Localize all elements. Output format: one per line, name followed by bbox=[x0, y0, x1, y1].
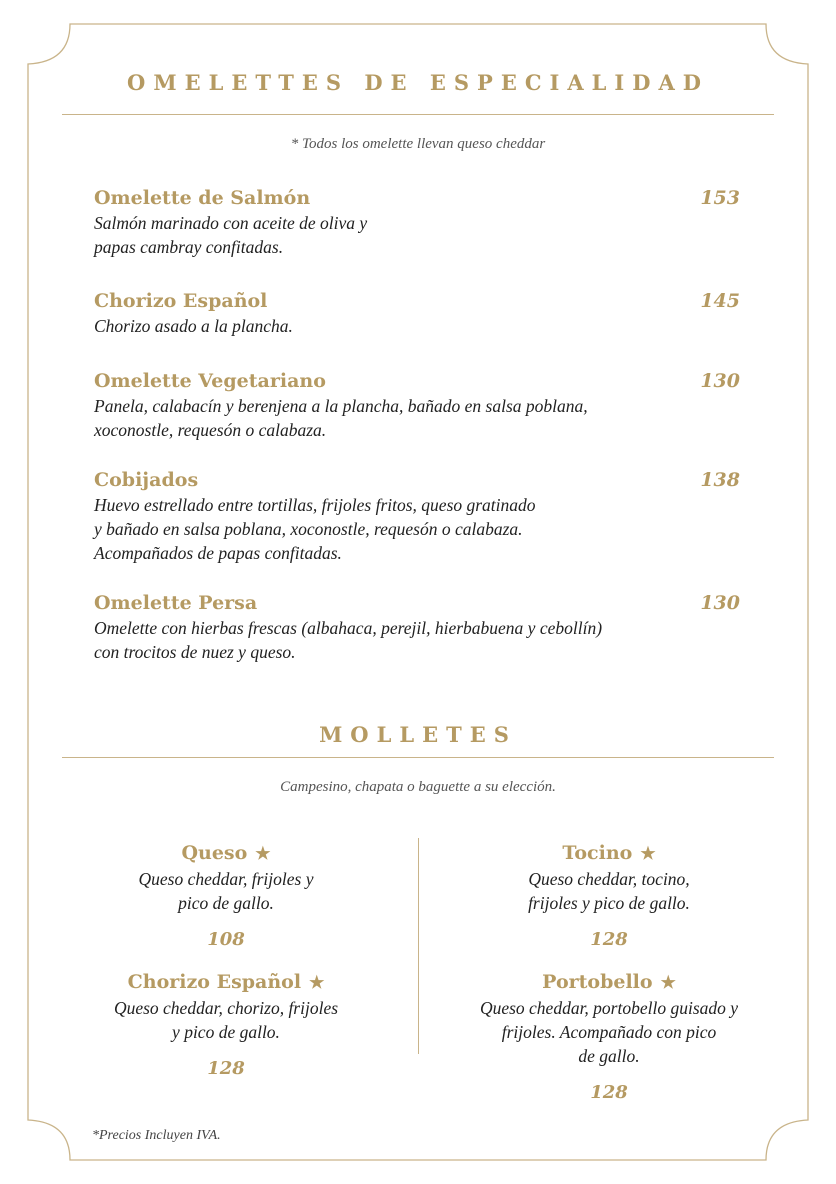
item-price: 130 bbox=[700, 370, 740, 392]
omelettes-divider bbox=[62, 114, 774, 115]
molletes-title: MOLLETES bbox=[319, 722, 517, 747]
item-price: 153 bbox=[700, 187, 740, 209]
star-icon: ★ bbox=[660, 973, 676, 993]
item-description: Omelette con hierbas frescas (albahaca, perejil, hierbabuena y cebollín) con trocitos de nuez y queso. bbox=[94, 618, 603, 662]
item-description: Chorizo asado a la plancha. bbox=[94, 316, 293, 336]
item-name: Cobijados bbox=[94, 469, 199, 491]
omelettes-title: OMELETTES DE ESPECIALIDAD bbox=[127, 70, 709, 95]
item-description: Queso cheddar, frijoles y pico de gallo. bbox=[138, 869, 314, 913]
molletes-divider bbox=[62, 757, 774, 758]
menu-item-chorizo-espanol bbox=[94, 288, 744, 338]
item-description: Panela, calabacín y berenjena a la plancha, bañado en salsa poblana, xoconostle, requesón o calabaza. bbox=[94, 396, 588, 440]
star-icon: ★ bbox=[309, 973, 325, 993]
mollete-item-tocino bbox=[456, 840, 762, 950]
item-price: 128 bbox=[590, 929, 628, 950]
item-description: Queso cheddar, portobello guisado y frijoles. Acompañado con pico de gallo. bbox=[479, 998, 739, 1066]
molletes-column-divider bbox=[418, 838, 419, 1054]
mollete-item-queso bbox=[80, 840, 372, 950]
item-name: Omelette de Salmón bbox=[94, 187, 311, 209]
item-price: 108 bbox=[207, 929, 245, 950]
item-price: 130 bbox=[700, 592, 740, 614]
item-price: 128 bbox=[590, 1082, 628, 1103]
mollete-item-chorizo-espanol bbox=[80, 969, 372, 1079]
item-name: Chorizo Español bbox=[127, 971, 302, 993]
menu-item-omelette-persa bbox=[94, 590, 744, 664]
item-price: 128 bbox=[207, 1058, 245, 1079]
menu-item-omelette-salmon bbox=[94, 185, 744, 259]
item-name: Omelette Vegetariano bbox=[94, 370, 326, 392]
item-description: Huevo estrellado entre tortillas, frijoles fritos, queso gratinado y bañado en salsa poblana, xoconostle, requesón o calabaza. Acompañados de papas confitadas. bbox=[94, 495, 536, 563]
molletes-note: Campesino, chapata o baguette a su elección. bbox=[280, 779, 556, 795]
item-name: Omelette Persa bbox=[94, 592, 258, 614]
star-icon: ★ bbox=[255, 844, 271, 864]
footer-tax-note: *Precios Incluyen IVA. bbox=[92, 1128, 221, 1143]
item-description: Queso cheddar, tocino, frijoles y pico de gallo. bbox=[528, 869, 690, 913]
mollete-item-portobello bbox=[456, 969, 762, 1103]
item-price: 145 bbox=[700, 290, 740, 312]
item-name: Queso bbox=[181, 842, 248, 864]
item-price: 138 bbox=[700, 469, 740, 491]
item-description: Salmón marinado con aceite de oliva y papas cambray confitadas. bbox=[94, 213, 368, 257]
menu-item-cobijados bbox=[94, 467, 744, 565]
item-name: Portobello bbox=[542, 971, 653, 993]
menu-item-omelette-vegetariano bbox=[94, 368, 744, 442]
star-icon: ★ bbox=[640, 844, 656, 864]
item-name: Tocino bbox=[562, 842, 633, 864]
omelettes-note: * Todos los omelette llevan queso cheddar bbox=[290, 136, 546, 152]
item-description: Queso cheddar, chorizo, frijoles y pico de gallo. bbox=[113, 998, 339, 1042]
item-name: Chorizo Español bbox=[94, 290, 268, 312]
